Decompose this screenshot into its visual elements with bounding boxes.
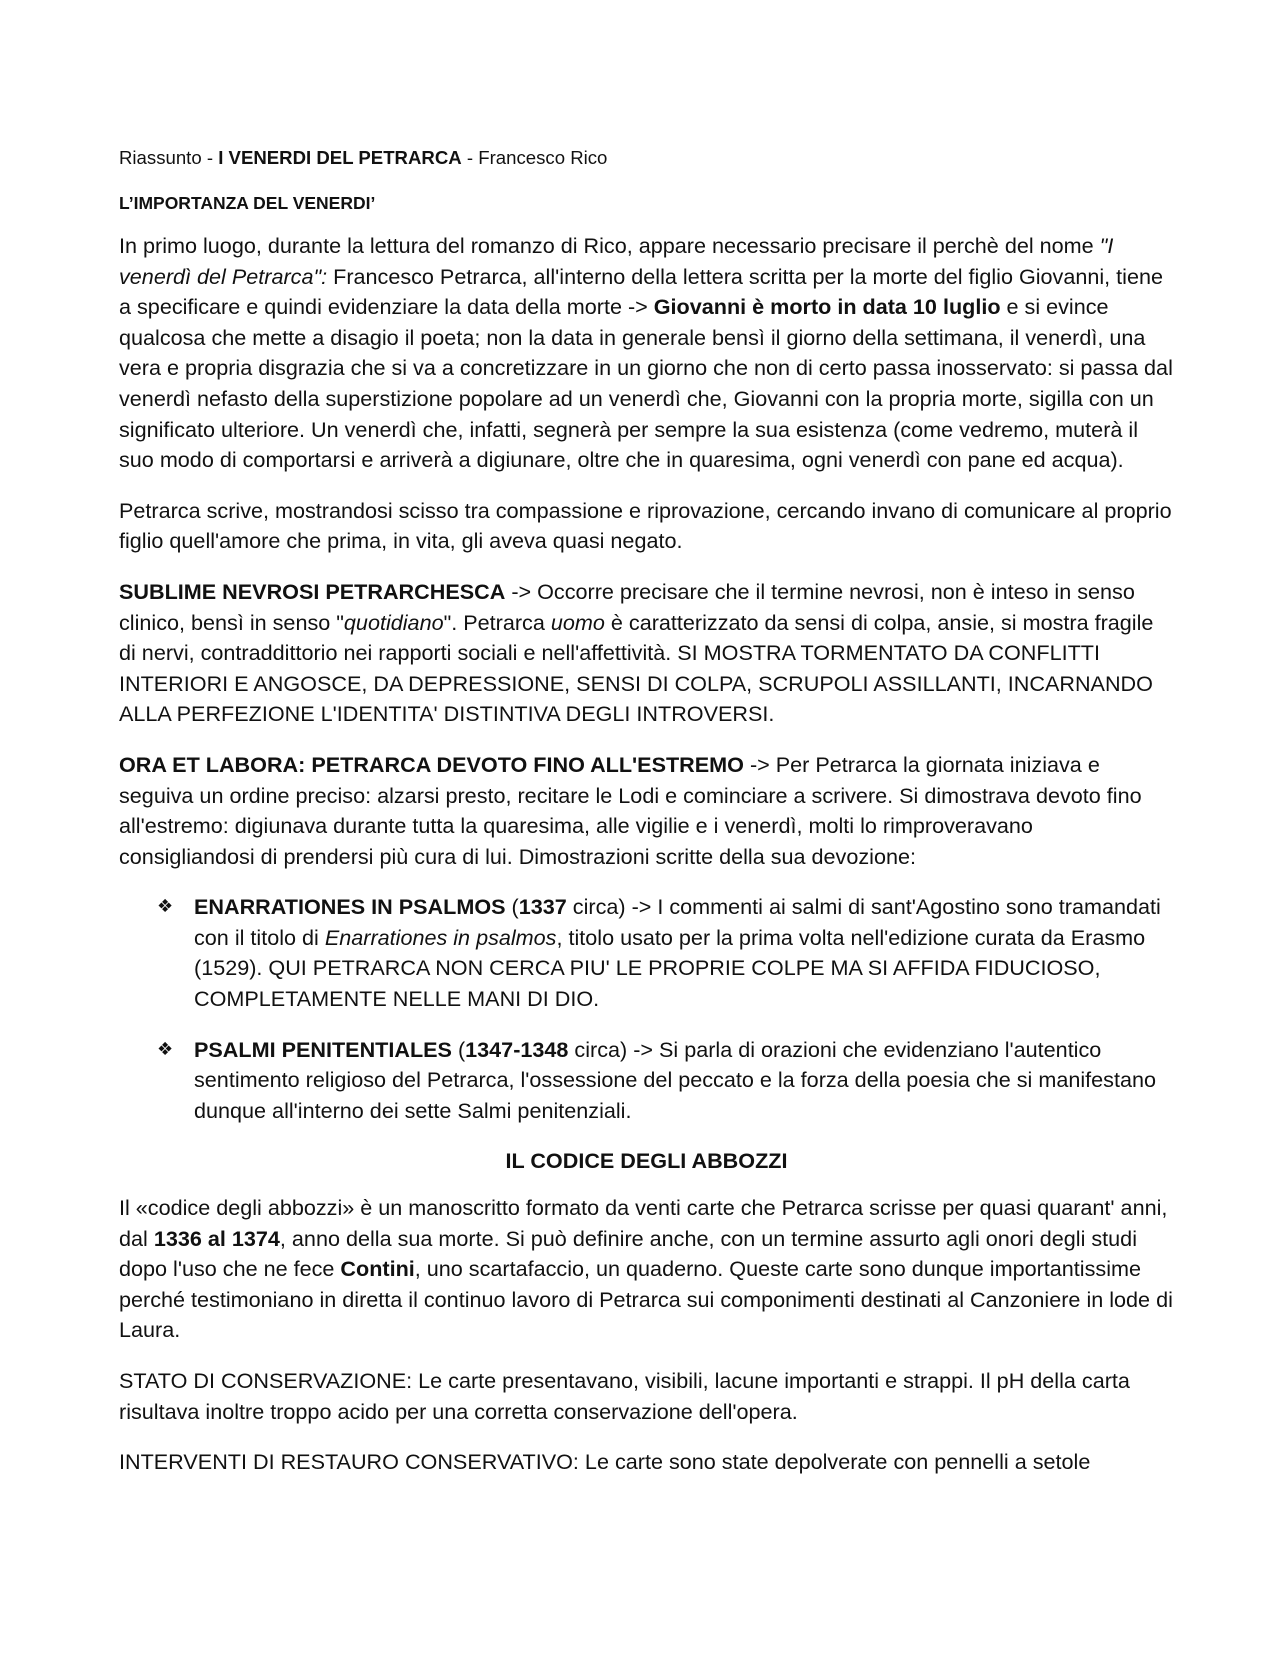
- section-codice-title: IL CODICE DEGLI ABBOZZI: [505, 1148, 788, 1174]
- heading-nevrosi: SUBLIME NEVROSI PETRARCHESCA: [119, 578, 506, 604]
- italic-word: uomo: [550, 609, 605, 635]
- text-run: è caratterizzato da sensi di colpa, ansie, si mostra fragile di nervi, contraddittorio nei rapporti sociali e nell'affettività. SI MOSTRA TORMENTATO DA CONFLITTI INTERIORI E ANGOSCE, DA DEPRESSIONE, SENSI DI COLPA, SCRUPOLI ASSILLANTI, INCARNANDO ALLA PERFEZIONE L'IDENTITA' DISTINTIVA DEGLI INTROVERSI.: [119, 609, 1154, 727]
- italic-word: quotidiano: [343, 609, 444, 635]
- paragraph-stato-conservazione: STATO DI CONSERVAZIONE: Le carte presentavano, visibili, lacune importanti e strappi. Il pH della carta risultava inoltre troppo acido per una corretta conservazione dell'opera.: [119, 1368, 1130, 1424]
- text-run: -> Occorre precisare che il termine nevrosi, non è inteso in senso clinico, bensì in senso ": [119, 578, 1135, 635]
- text-run: In primo luogo, durante la lettura del romanzo di Rico, appare necessario precisare il perchè del nome: [119, 233, 1100, 258]
- header-author: - Francesco Rico: [461, 147, 608, 168]
- paragraph-codice: [119, 1193, 1174, 1346]
- text-run: Il «codice degli abbozzi» è un manoscritto formato da venti carte che Petrarca scrisse per quasi quarant' anni, dal: [119, 1195, 1168, 1251]
- item-year: 1347-1348: [465, 1036, 569, 1062]
- bold-years: 1336 al 1374: [153, 1225, 280, 1251]
- diamond-bullet-icon: ❖: [157, 1038, 174, 1060]
- item-title: ENARRATIONES IN PSALMOS: [194, 894, 506, 920]
- text-run: (: [451, 1036, 466, 1062]
- item-year: 1337: [518, 894, 567, 920]
- text-run: circa) -> I commenti ai salmi di sant'Agostino sono tramandati con il titolo di: [194, 894, 1161, 950]
- item-title: PSALMI PENITENTIALES: [194, 1036, 452, 1062]
- paragraph-petrarca-scrive: Petrarca scrive, mostrandosi scisso tra compassione e riprovazione, cercando invano di comunicare al proprio figlio quell'amore che prima, in vita, gli aveva quasi negato.: [119, 497, 1172, 554]
- text-run: ". Petrarca: [443, 609, 551, 635]
- text-run: -> Per Petrarca la giornata iniziava e seguiva un ordine preciso: alzarsi presto, recitare le Lodi e cominciare a scrivere. Si dimostrava devoto fino all'estremo: digiunava durante tutta la quaresima, alle vigilie e i venerdì, molti lo rimproveravano consigliandosi di prendersi più cura di lui. Dimostrazioni scritte della sua devozione:: [119, 751, 1142, 869]
- document-page: [119, 145, 1174, 1498]
- devotion-list: [119, 892, 1174, 1126]
- header-title: I VENERDI DEL PETRARCA: [218, 147, 462, 168]
- text-run: Francesco Petrarca, all'interno della lettera scritta per la morte del figlio Giovanni, tiene a specificare e quindi evidenziare la data della morte ->: [119, 263, 1164, 320]
- bold-date: Giovanni è morto in data 10 luglio: [653, 294, 1001, 320]
- paragraph-nevrosi: [119, 577, 1174, 730]
- text-run: e si evince qualcosa che mette a disagio il poeta; non la data in generale bensì il giorno della settimana, il venerdì, una vera e propria disgrazia che si va a concretizzare in un giorno che non di certo passa inosservato: si passa dal venerdì nefasto della superstizione popolare ad un venerdì che, Giovanni con la propria morte, sigilla con un significato ulteriore. Un venerdì che, infatti, segnerà per sempre la sua esistenza (come vedremo, muterà il suo modo di comportarsi e arriverà a digiunare, oltre che in quaresima, ogni venerdì con pane ed acqua).: [119, 294, 1173, 473]
- text-run: (: [505, 894, 519, 920]
- section-importanza-title: L’IMPORTANZA DEL VENERDI’: [119, 193, 376, 213]
- paragraph-interventi-restauro: INTERVENTI DI RESTAURO CONSERVATIVO: Le carte sono state depolverate con pennelli a setole: [119, 1449, 1091, 1475]
- text-run: circa) -> Si parla di orazioni che evidenziano l'autentico sentimento religioso del Petrarca, l'ossessione del peccato e la forza della poesia che si manifestano dunque all'interno dei sette Salmi penitenziali.: [194, 1036, 1156, 1123]
- bold-name: Contini: [340, 1256, 415, 1282]
- italic-title: Enarrationes in psalmos: [324, 924, 557, 950]
- heading-ora-et-labora: ORA ET LABORA: PETRARCA DEVOTO FINO ALL'ESTREMO: [119, 751, 744, 777]
- text-run: , anno della sua morte. Si può definire anche, con un termine assurto agli onori degli studi dopo l'uso che ne fece: [119, 1225, 1137, 1282]
- list-item: [119, 1035, 1174, 1127]
- header-prefix: Riassunto -: [119, 147, 219, 168]
- text-run: , uno scartafaccio, un quaderno. Queste carte sono dunque importantissime perché testimoniano in diretta il continuo lavoro di Petrarca sui componimenti destinati al Canzoniere in lode di Laura.: [119, 1256, 1173, 1343]
- diamond-bullet-icon: ❖: [157, 896, 174, 918]
- paragraph-ora-et-labora: [119, 750, 1174, 872]
- paragraph-importanza: [119, 231, 1174, 476]
- document-header: [119, 145, 1174, 171]
- text-run: , titolo usato per la prima volta nell'edizione curata da Erasmo (1529). QUI PETRARCA NON CERCA PIU' LE PROPRIE COLPE MA SI AFFIDA FIDUCIOSO, COMPLETAMENTE NELLE MANI DI DIO.: [194, 924, 1146, 1012]
- list-item: [119, 892, 1174, 1014]
- italic-title: "I venerdì del Petrarca":: [119, 233, 1114, 289]
